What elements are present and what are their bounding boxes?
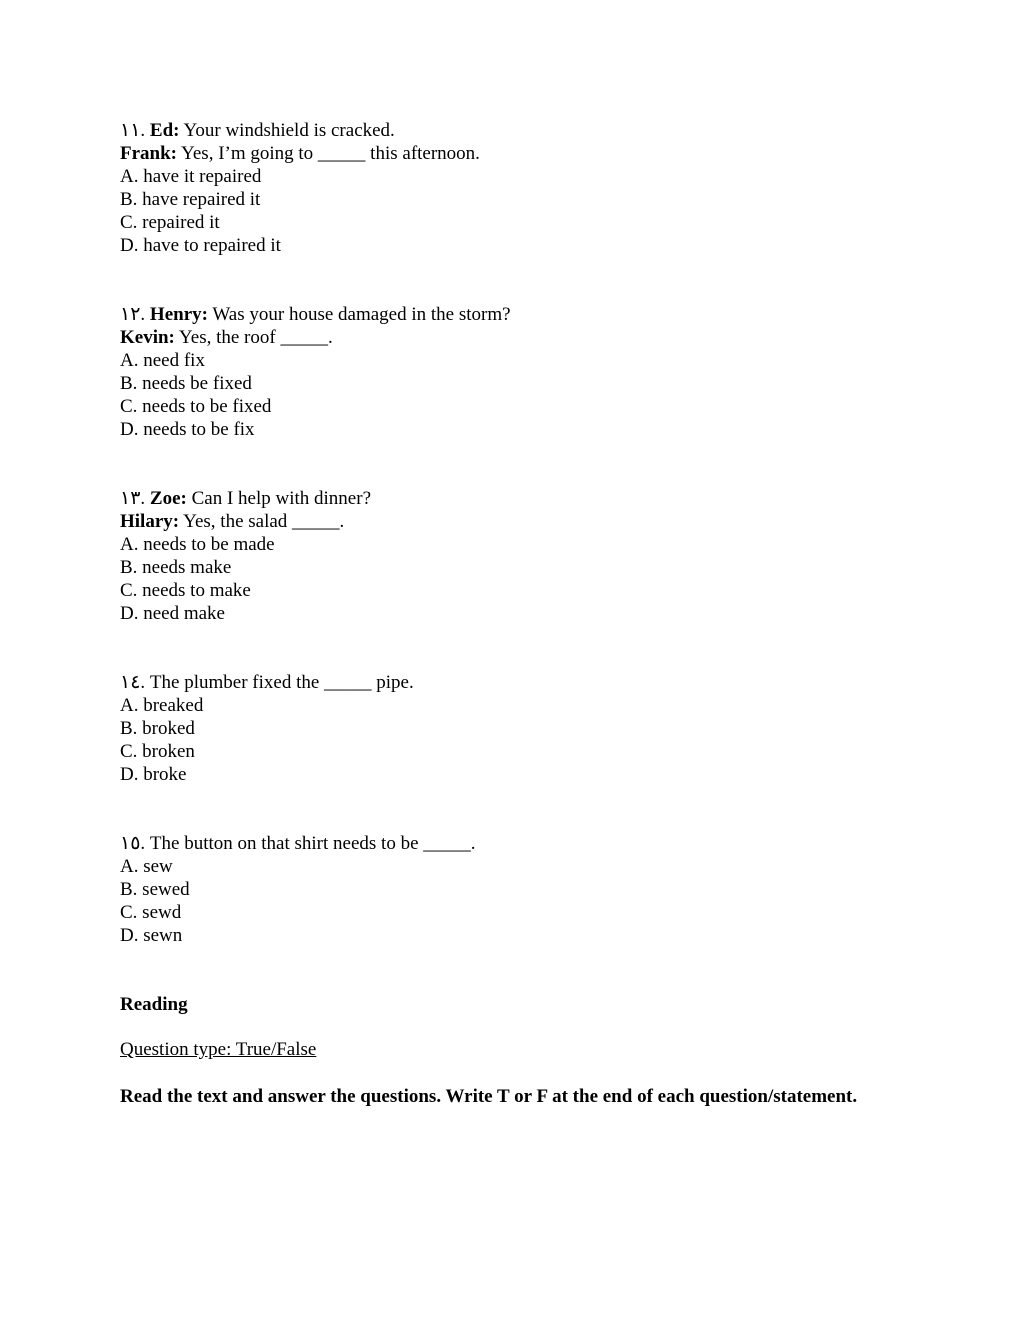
option-c: C. repaired it [120,212,220,233]
option-d: D. have to repaired it [120,235,281,256]
option-b: B. broked [120,718,195,739]
option-b: B. needs make [120,557,232,578]
question-number: ١٥ [120,833,141,854]
question-response [120,510,980,533]
question-type-label: Question type: True/False [120,1039,317,1060]
question-number: ١١ [120,120,141,141]
question-15 [120,832,980,947]
speaker-name: Henry: [149,304,208,325]
option-c: C. broken [120,741,195,762]
dialogue-text: Your windshield is cracked. [179,120,395,141]
option-b: B. sewed [120,879,190,900]
question-13 [120,487,980,625]
question-prompt: ١٣. Zoe: Can I help with dinner? [120,488,372,509]
question-14 [120,671,980,786]
question-number: ١٤ [120,672,141,693]
dialogue-text: Was your house damaged in the storm? [207,304,511,325]
option-d: D. sewn [120,925,183,946]
dialogue-text: Yes, the roof _____. [174,327,333,348]
speaker-name: Kevin: [120,327,175,348]
question-number: ١٢ [120,304,141,325]
option-d: D. broke [120,764,187,785]
option-b: B. have repaired it [120,189,261,210]
question-prompt: ١١. Ed: Your windshield is cracked. [120,120,395,141]
option-c: C. needs to be fixed [120,396,272,417]
option-a: A. sew [120,856,173,877]
reading-section-title: Reading [120,994,188,1015]
option-a: A. needs to be made [120,534,275,555]
question-text: The plumber fixed the _____ pipe. [145,672,414,693]
speaker-name: Zoe: [149,488,187,509]
option-a: A. have it repaired [120,166,262,187]
option-a: A. need fix [120,350,205,371]
question-text: The button on that shirt needs to be _____. [145,833,476,854]
option-d: D. need make [120,603,225,624]
option-c: C. needs to make [120,580,251,601]
speaker-name: Hilary: [120,511,180,532]
option-d: D. needs to be fix [120,419,255,440]
option-b: B. needs be fixed [120,373,252,394]
dialogue-text: Yes, I’m going to _____ this afternoon. [177,143,480,164]
question-prompt: ١٢. Henry: Was your house damaged in the storm? [120,304,511,325]
question-prompt: ١٤. The plumber fixed the _____ pipe. [120,672,414,693]
question-11 [120,119,980,257]
question-12 [120,303,980,441]
question-response [120,142,980,165]
dialogue-text: Can I help with dinner? [186,488,372,509]
reading-instructions: Read the text and answer the questions. Write T or F at the end of each question/statement. [120,1086,858,1107]
option-a: A. breaked [120,695,204,716]
speaker-name: Frank: [120,143,177,164]
dialogue-text: Yes, the salad _____. [179,511,345,532]
option-c: C. sewd [120,902,182,923]
speaker-name: Ed: [149,120,180,141]
document-page [120,119,980,1108]
question-prompt: ١٥. The button on that shirt needs to be _____. [120,833,476,854]
question-response [120,326,980,349]
question-number: ١٣ [120,488,141,509]
